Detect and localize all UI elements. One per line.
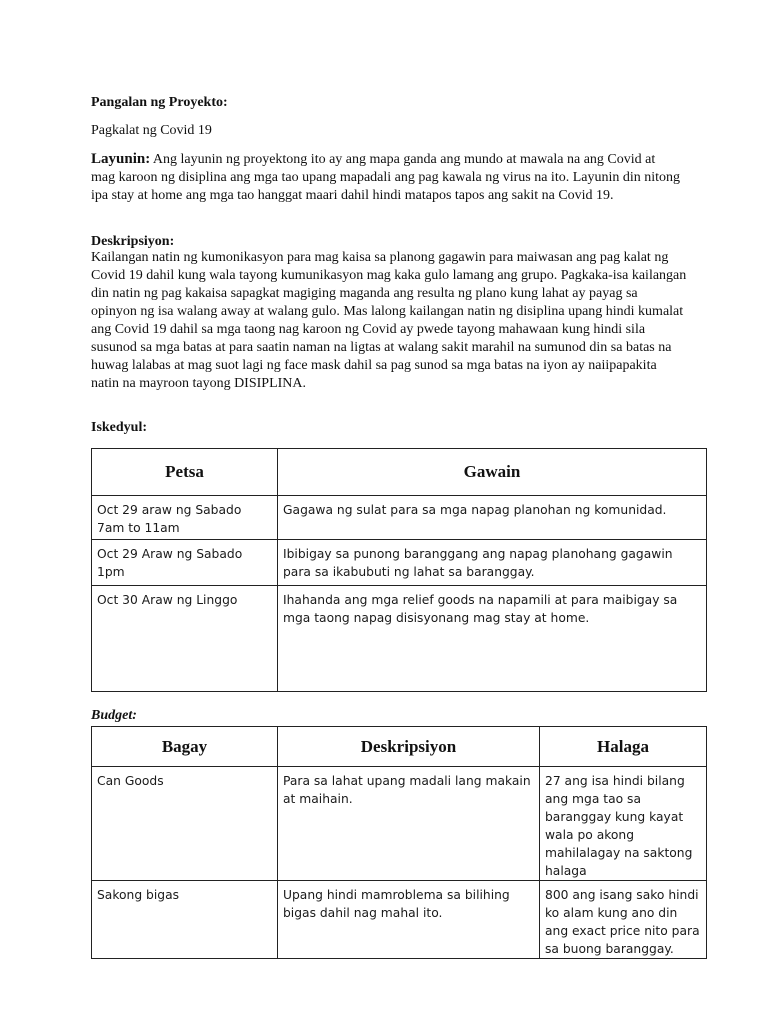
project-name: Pagkalat ng Covid 19 [91, 123, 212, 138]
deskripsiyon-paragraph [91, 249, 691, 393]
iskedyul-label: Iskedyul: [91, 420, 148, 435]
cell-halaga: 27 ang isa hindi bilang ang mga tao sa baranggay kung kayat wala po akong mahilalagay na saktong halaga [540, 767, 707, 881]
layunin-text-1: Ang layunin ng proyektong ito ay ang mapa ganda ang mundo at mawala na ang Covid at [150, 152, 656, 167]
budget-label: Budget: [91, 708, 137, 723]
cell-petsa: Oct 29 araw ng Sabado 7am to 11am [92, 496, 278, 540]
table-row [92, 586, 707, 692]
layunin-line-2: mag karoon ng disiplina ang mga tao upang mapadali ang pag kawala ng virus na ito. Layunin din nitong [91, 170, 681, 185]
layunin-line-1 [91, 150, 691, 169]
deskripsiyon-line: Kailangan natin ng kumonikasyon para mag kaisa sa planong gagawin para maiwasan ang pag kalat ng [91, 250, 669, 265]
table-row [92, 496, 707, 540]
header-halaga: Halaga [540, 727, 707, 767]
header-bagay: Bagay [92, 727, 278, 767]
cell-gawain: Gagawa ng sulat para sa mga napag planohan ng komunidad. [278, 496, 707, 540]
cell-gawain: Ibibigay sa punong baranggang ang napag planohang gagawin para sa ikabubuti ng lahat sa baranggay. [278, 540, 707, 586]
deskripsiyon-line: huwag lalabas at mag suot lagi ng face mask dahil sa pag sunod sa mga batas na iyon ay naiipapakita [91, 358, 657, 373]
layunin-paragraph [91, 150, 691, 205]
cell-bagay: Can Goods [92, 767, 278, 881]
cell-deskripsiyon: Upang hindi mamroblema sa bilihing bigas dahil nag mahal ito. [278, 881, 540, 959]
cell-bagay: Sakong bigas [92, 881, 278, 959]
layunin-line-3: ipa stay at home ang mga tao hanggat maari dahil hindi matapos tapos ang sakit na Covid 19. [91, 188, 614, 203]
header-gawain: Gawain [278, 449, 707, 496]
header-deskripsiyon: Deskripsiyon [278, 727, 540, 767]
deskripsiyon-line: susunod sa mga batas at para saatin naman na ligtas at walang sakit marahil na sumunod din sa batas na [91, 340, 672, 355]
table-row [92, 881, 707, 959]
layunin-label: Layunin: [91, 151, 151, 167]
deskripsiyon-line: natin na mayroon tayong DISIPLINA. [91, 376, 307, 391]
table-row [92, 540, 707, 586]
budget-header-row [92, 727, 707, 767]
budget-table [91, 726, 707, 959]
deskripsiyon-line: ang Covid 19 dahil sa mga taong nag karoon ng Covid ay pwede tayong mahawaan kung hindi sila [91, 322, 646, 337]
cell-deskripsiyon: Para sa lahat upang madali lang makain at maihain. [278, 767, 540, 881]
cell-halaga: 800 ang isang sako hindi ko alam kung ano din ang exact price nito para sa buong baranggay. [540, 881, 707, 959]
cell-petsa: Oct 30 Araw ng Linggo [92, 586, 278, 692]
iskedyul-table [91, 448, 707, 692]
iskedyul-header-row [92, 449, 707, 496]
deskripsiyon-line: Covid 19 dahil kung wala tayong kumunikasyon mag kaka gulo lamang ang grupo. Pagkaka-isa kailangan [91, 268, 687, 283]
project-title-label: Pangalan ng Proyekto: [91, 95, 228, 110]
deskripsiyon-label: Deskripsiyon: [91, 234, 175, 249]
cell-petsa: Oct 29 Araw ng Sabado 1pm [92, 540, 278, 586]
deskripsiyon-line: din natin ng pag kakaisa sapagkat magiging maganda ang resulta ng plano kung lahat ay payag sa [91, 286, 638, 301]
table-row [92, 767, 707, 881]
deskripsiyon-line: opinyon ng isa walang away at walang gulo. Mas lalong kailangan natin ng disiplina upang hindi kumalat [91, 304, 684, 319]
header-petsa: Petsa [92, 449, 278, 496]
cell-gawain: Ihahanda ang mga relief goods na napamili at para maibigay sa mga taong napag disisyonang mag stay at home. [278, 586, 707, 692]
